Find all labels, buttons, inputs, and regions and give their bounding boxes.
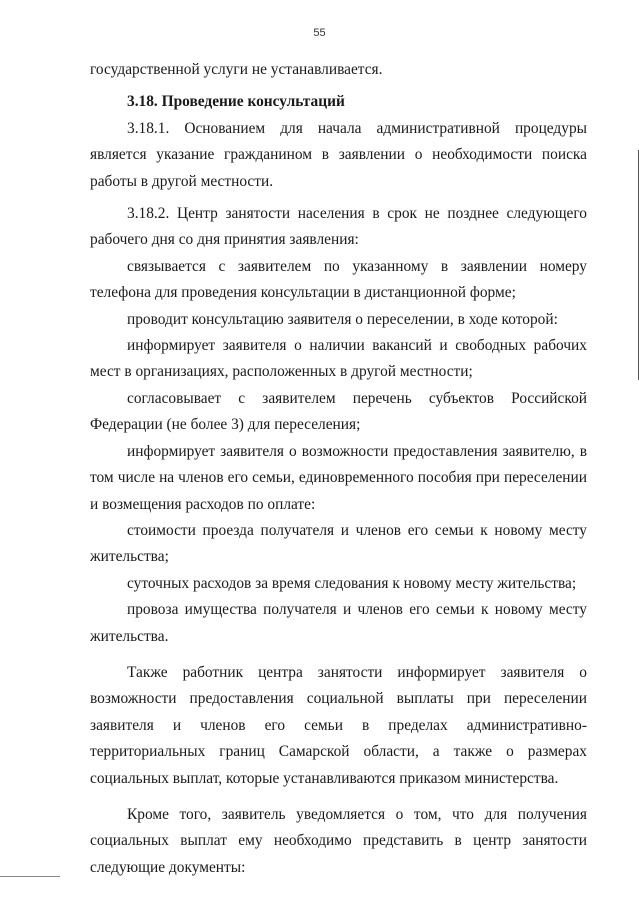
paragraph-3-18-1: 3.18.1. Основанием для начала административной процедуры является указание гражданином в заявлении о необходимости поиска работы в другой местности. <box>90 119 587 190</box>
document-body <box>90 57 587 881</box>
list-item-regions: согласовывает с заявителем перечень субъектов Российской Федерации (не более 3) для переселения; <box>90 389 587 434</box>
list-item-allowance: информирует заявителя о возможности предоставления заявителю, в том числе на членов его семьи, единовременного пособия при переселении и возмещения расходов по оплате: <box>90 442 587 513</box>
paragraph-social-payment: Также работник центра занятости информирует заявителя о возможности предоставления социальной выплаты при переселении заявителя и членов его семьи в пределах административно-территориальных границ Самарской области, а также о размерах социальных выплат, которые устанавливаются приказом министерства. <box>90 663 587 787</box>
list-item-daily-expenses: суточных расходов за время следования к новому месту жительства; <box>127 574 577 592</box>
paragraph-documents: Кроме того, заявитель уведомляется о том, что для получения социальных выплат ему необходимо представить в центр занятости следующие документы: <box>90 805 587 876</box>
list-item-property-transport: провоза имущества получателя и членов его семьи к новому месту жительства. <box>90 601 587 645</box>
paragraph-3-18-2: 3.18.2. Центр занятости населения в срок не позднее следующего рабочего дня со дня принятия заявления: <box>90 205 587 249</box>
page-number: 55 <box>313 27 326 39</box>
paragraph-continuation: государственной услуги не устанавливается. <box>90 61 383 78</box>
list-item-vacancies: информирует заявителя о наличии вакансий и свободных рабочих мест в организациях, расположенных в другой местности; <box>90 337 587 381</box>
list-item-contact: связывается с заявителем по указанному в заявлении номеру телефона для проведения консультации в дистанционной форме; <box>90 257 587 302</box>
section-heading: 3.18. Проведение консультаций <box>127 93 345 111</box>
list-item-travel-cost: стоимости проезда получателя и членов его семьи к новому месту жительства; <box>90 521 587 566</box>
list-item-consultation: проводит консультацию заявителя о переселении, в ходе которой: <box>127 310 558 328</box>
scan-edge-mark-bottom <box>0 876 60 877</box>
